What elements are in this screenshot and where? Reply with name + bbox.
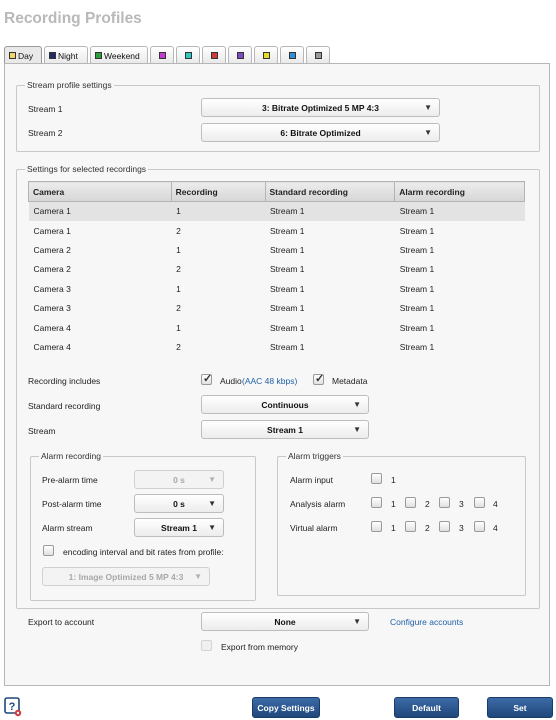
virtual-alarm-3-label: 3 <box>459 523 464 533</box>
chevron-down-icon: ▼ <box>353 617 361 626</box>
weekend-color-swatch-icon <box>95 52 102 59</box>
cell-recording: 1 <box>176 244 181 255</box>
cell-recording: 1 <box>176 283 181 294</box>
chevron-down-icon: ▼ <box>194 572 202 581</box>
metadata-label: Metadata <box>332 376 368 386</box>
set-button[interactable]: Set <box>487 697 553 718</box>
help-icon[interactable] <box>4 697 22 717</box>
standard-recording-select[interactable] <box>201 395 369 414</box>
virtual-alarm-4-label: 4 <box>493 523 498 533</box>
table-row[interactable] <box>29 221 525 240</box>
table-row[interactable] <box>29 279 525 298</box>
table-row[interactable] <box>29 202 525 221</box>
metadata-checkbox[interactable] <box>313 374 324 385</box>
analysis-alarm-3-checkbox[interactable] <box>439 497 450 508</box>
alarm-triggers-legend: Alarm triggers <box>288 451 341 461</box>
cell-alarm: Stream 1 <box>399 244 435 255</box>
cell-standard: Stream 1 <box>270 341 305 352</box>
color-swatch-icon <box>315 52 322 59</box>
stream-select[interactable] <box>201 420 369 439</box>
table-row[interactable] <box>29 260 525 279</box>
column-header-standard[interactable]: Standard recording <box>265 182 395 202</box>
color-swatch-icon <box>159 52 166 59</box>
cell-camera: Camera 1 <box>33 225 71 236</box>
alarm-recording-legend: Alarm recording <box>41 451 101 461</box>
virtual-alarm-1-label: 1 <box>391 523 396 533</box>
virtual-alarm-label: Virtual alarm <box>290 523 338 533</box>
column-header-recording[interactable]: Recording <box>171 182 265 202</box>
chevron-down-icon: ▼ <box>208 523 216 532</box>
alarm-stream-label: Alarm stream <box>42 523 93 533</box>
pre-alarm-label: Pre-alarm time <box>42 475 98 485</box>
audio-codec-link[interactable]: (AAC 48 kbps) <box>242 376 298 386</box>
chevron-down-icon: ▼ <box>424 128 432 137</box>
page-title: Recording Profiles <box>4 10 142 27</box>
tab-label: Night <box>58 50 78 61</box>
cell-standard: Stream 1 <box>270 303 305 314</box>
stream-label: Stream <box>28 426 56 436</box>
alarm-profile-value: 1: Image Optimized 5 MP 4:3 <box>68 571 184 582</box>
recordings-table <box>28 181 525 357</box>
column-header-alarm[interactable]: Alarm recording <box>395 182 525 202</box>
cell-standard: Stream 1 <box>265 202 395 221</box>
table-row[interactable] <box>29 318 525 337</box>
pre-alarm-select[interactable] <box>134 470 224 489</box>
cell-camera: Camera 4 <box>33 341 71 352</box>
tab-weekend[interactable] <box>90 46 148 64</box>
analysis-alarm-3-label: 3 <box>459 499 464 509</box>
alarm-input-1-label: 1 <box>391 475 396 485</box>
post-alarm-select[interactable] <box>134 494 224 513</box>
audio-label: Audio <box>220 376 242 386</box>
audio-checkbox[interactable] <box>201 374 212 385</box>
virtual-alarm-2-checkbox[interactable] <box>405 521 416 532</box>
day-color-swatch-icon <box>9 52 16 59</box>
stream2-select[interactable] <box>201 123 440 142</box>
cell-alarm: Stream 1 <box>399 225 435 236</box>
alarm-input-label: Alarm input <box>290 475 333 485</box>
stream1-value: 3: Bitrate Optimized 5 MP 4:3 <box>262 102 379 113</box>
cell-camera: Camera 3 <box>33 303 71 314</box>
tab-custom-2[interactable] <box>176 46 200 64</box>
tab-label: Weekend <box>104 50 140 61</box>
tab-custom-3[interactable] <box>202 46 226 64</box>
stream2-value: 6: Bitrate Optimized <box>280 127 361 138</box>
recordings-legend: Settings for selected recordings <box>27 164 147 174</box>
analysis-alarm-4-label: 4 <box>493 499 498 509</box>
tab-custom-7[interactable] <box>306 46 330 64</box>
stream1-select[interactable] <box>201 98 440 117</box>
cell-standard: Stream 1 <box>270 322 305 333</box>
copy-settings-button[interactable]: Copy Settings <box>252 697 320 718</box>
stream-value: Stream 1 <box>267 424 303 435</box>
analysis-alarm-label: Analysis alarm <box>290 499 346 509</box>
encoding-from-profile-label: encoding interval and bit rates from profile: <box>63 547 224 557</box>
cell-camera: Camera 3 <box>33 283 71 294</box>
virtual-alarm-3-checkbox[interactable] <box>439 521 450 532</box>
profile-tabs <box>4 46 332 64</box>
tab-day[interactable] <box>4 46 42 64</box>
color-swatch-icon <box>263 52 270 59</box>
analysis-alarm-1-label: 1 <box>391 499 396 509</box>
default-button[interactable]: Default <box>394 697 459 718</box>
export-from-memory-checkbox[interactable] <box>201 640 212 651</box>
analysis-alarm-2-checkbox[interactable] <box>405 497 416 508</box>
stream2-label: Stream 2 <box>28 128 63 138</box>
analysis-alarm-2-label: 2 <box>425 499 430 509</box>
chevron-down-icon: ▼ <box>353 400 361 409</box>
night-color-swatch-icon <box>49 52 56 59</box>
table-row[interactable] <box>29 337 525 356</box>
chevron-down-icon: ▼ <box>208 475 216 484</box>
alarm-profile-select[interactable] <box>42 567 210 586</box>
svg-text:?: ? <box>8 701 16 713</box>
table-row[interactable] <box>29 240 525 259</box>
cell-standard: Stream 1 <box>270 225 305 236</box>
tab-custom-5[interactable] <box>254 46 278 64</box>
pre-alarm-value: 0 s <box>173 474 185 485</box>
color-swatch-icon <box>211 52 218 59</box>
alarm-input-1-checkbox[interactable] <box>371 473 382 484</box>
cell-camera: Camera 4 <box>33 322 71 333</box>
standard-recording-value: Continuous <box>261 399 309 410</box>
standard-recording-label: Standard recording <box>28 401 101 411</box>
table-header-row <box>29 182 525 202</box>
export-from-memory-label: Export from memory <box>221 642 298 652</box>
cell-recording: 1 <box>171 202 265 221</box>
cell-recording: 2 <box>176 341 181 352</box>
cell-recording: 2 <box>176 225 181 236</box>
cell-camera: Camera 1 <box>29 202 172 221</box>
tab-label: Day <box>18 50 34 61</box>
analysis-alarm-4-checkbox[interactable] <box>474 497 485 508</box>
post-alarm-value: 0 s <box>173 498 185 509</box>
export-account-select[interactable] <box>201 612 369 631</box>
alarm-stream-value: Stream 1 <box>161 522 197 533</box>
virtual-alarm-2-label: 2 <box>425 523 430 533</box>
virtual-alarm-1-checkbox[interactable] <box>371 521 382 532</box>
cell-camera: Camera 2 <box>33 244 71 255</box>
post-alarm-label: Post-alarm time <box>42 499 102 509</box>
export-account-value: None <box>274 616 296 627</box>
alarm-stream-select[interactable] <box>134 518 224 537</box>
virtual-alarm-4-checkbox[interactable] <box>474 521 485 532</box>
cell-standard: Stream 1 <box>270 264 305 275</box>
chevron-down-icon: ▼ <box>424 103 432 112</box>
stream1-label: Stream 1 <box>28 104 63 114</box>
cell-alarm: Stream 1 <box>399 322 435 333</box>
table-row[interactable] <box>29 298 525 317</box>
tab-night[interactable] <box>44 46 88 64</box>
configure-accounts-link[interactable]: Configure accounts <box>390 617 464 627</box>
cell-alarm: Stream 1 <box>399 264 435 275</box>
color-swatch-icon <box>289 52 296 59</box>
export-account-label: Export to account <box>28 617 95 627</box>
recording-includes-label: Recording includes <box>28 376 101 386</box>
cell-recording: 2 <box>176 264 181 275</box>
tab-custom-1[interactable] <box>150 46 174 64</box>
cell-standard: Stream 1 <box>270 244 305 255</box>
chevron-down-icon: ▼ <box>353 425 361 434</box>
encoding-from-profile-checkbox[interactable] <box>43 545 54 556</box>
cell-alarm: Stream 1 <box>399 341 435 352</box>
cell-camera: Camera 2 <box>33 264 71 275</box>
cell-standard: Stream 1 <box>270 283 305 294</box>
stream-profile-legend: Stream profile settings <box>27 80 112 90</box>
cell-recording: 1 <box>176 322 181 333</box>
cell-alarm: Stream 1 <box>399 303 435 314</box>
color-swatch-icon <box>237 52 244 59</box>
chevron-down-icon: ▼ <box>208 499 216 508</box>
cell-recording: 2 <box>176 303 181 314</box>
tab-custom-6[interactable] <box>280 46 304 64</box>
column-header-camera[interactable]: Camera <box>29 182 172 202</box>
tab-custom-4[interactable] <box>228 46 252 64</box>
cell-alarm: Stream 1 <box>395 202 525 221</box>
cell-alarm: Stream 1 <box>399 283 435 294</box>
color-swatch-icon <box>185 52 192 59</box>
analysis-alarm-1-checkbox[interactable] <box>371 497 382 508</box>
